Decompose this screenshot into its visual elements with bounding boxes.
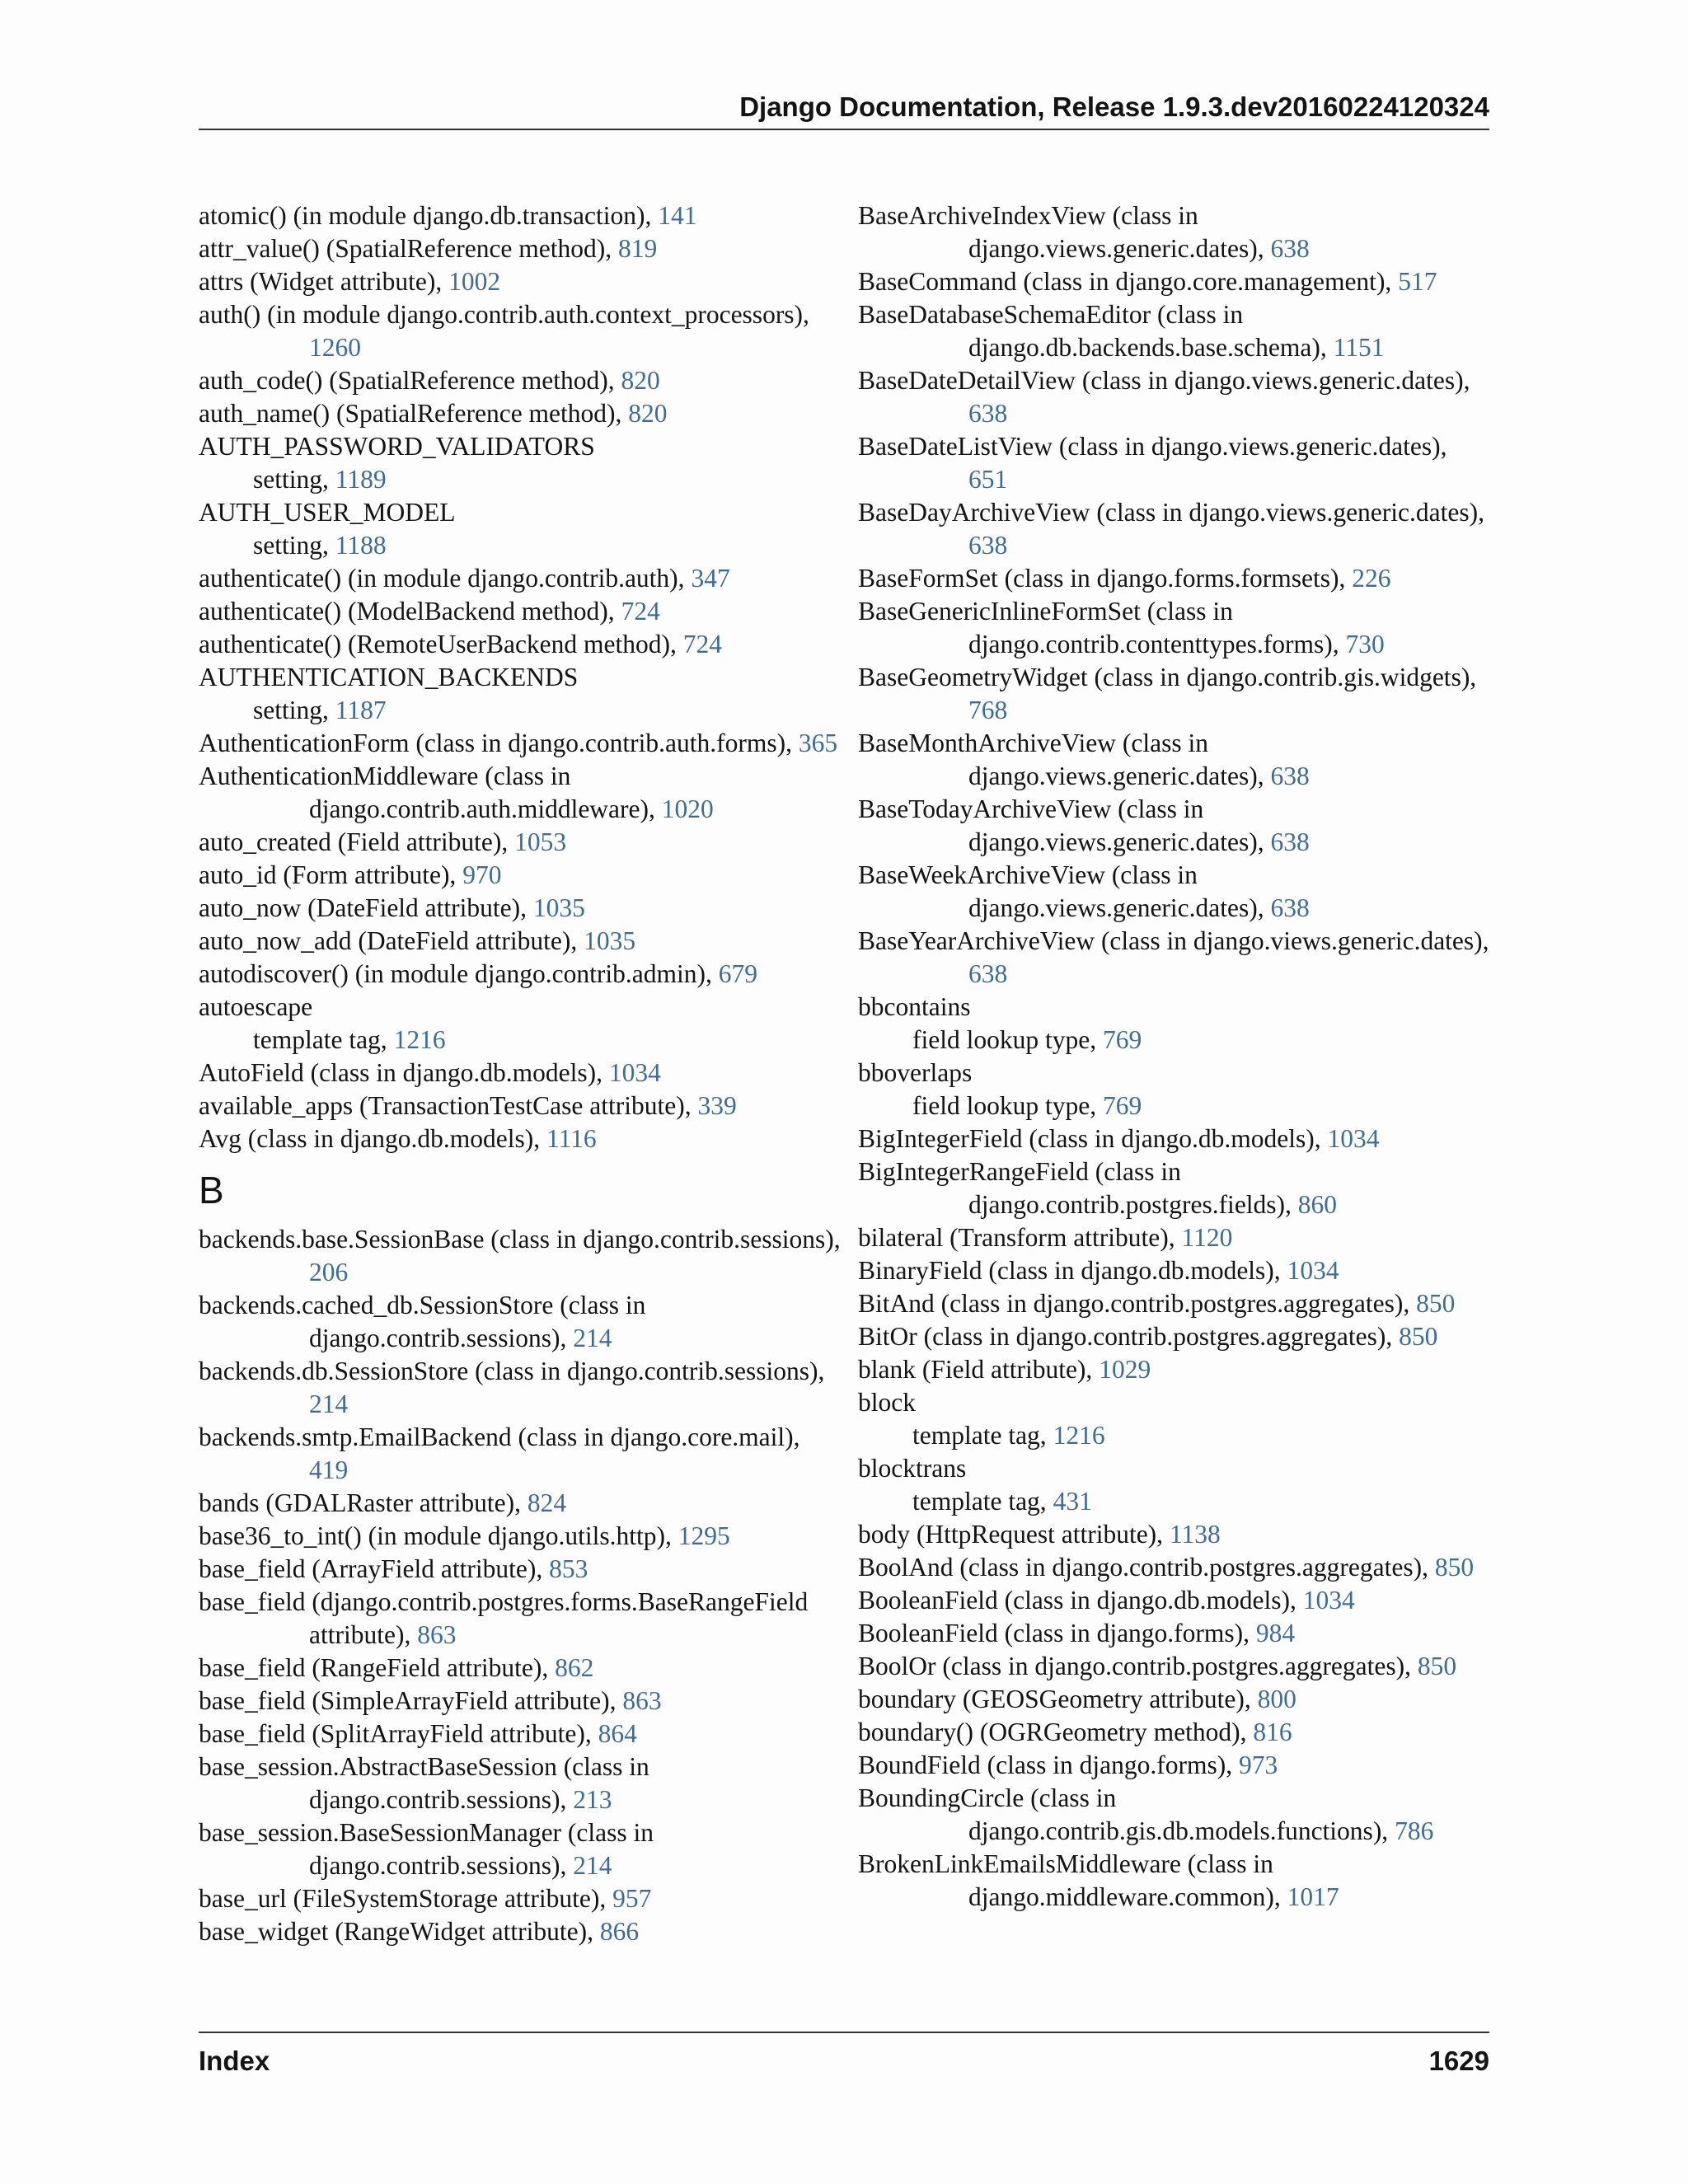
index-entry bbox=[199, 1421, 842, 1487]
index-term: base_url (FileSystemStorage attribute), bbox=[199, 1884, 613, 1913]
page-link[interactable]: 862 bbox=[555, 1653, 594, 1682]
index-term: base_widget (RangeWidget attribute), bbox=[199, 1917, 600, 1946]
index-term: body (HttpRequest attribute), bbox=[858, 1520, 1170, 1549]
index-entry bbox=[199, 199, 842, 232]
page-link[interactable]: 769 bbox=[1102, 1091, 1142, 1120]
page-link[interactable]: 638 bbox=[1270, 893, 1310, 922]
index-entry bbox=[858, 298, 1489, 364]
page-link[interactable]: 1188 bbox=[335, 531, 387, 560]
index-entry bbox=[199, 628, 842, 661]
index-entry bbox=[199, 496, 842, 529]
index-entry bbox=[199, 1816, 842, 1882]
index-entry bbox=[858, 1617, 1489, 1650]
index-term: backends.db.SessionStore (class in django.contrib.sessions), bbox=[199, 1357, 825, 1385]
index-subterm: template tag, bbox=[912, 1487, 1053, 1516]
page-link[interactable]: 1029 bbox=[1099, 1355, 1151, 1384]
index-term: auto_now_add (DateField attribute), bbox=[199, 926, 584, 955]
index-entry bbox=[199, 958, 842, 991]
index-term: BaseGeometryWidget (class in django.contrib.gis.widgets), bbox=[858, 663, 1477, 691]
index-subterm: template tag, bbox=[253, 1025, 394, 1054]
page-link[interactable]: 214 bbox=[309, 1390, 349, 1418]
index-term: BigIntegerRangeField (class in django.contrib.postgres.fields), bbox=[858, 1157, 1298, 1219]
index-entry bbox=[858, 595, 1489, 661]
page-link[interactable]: 365 bbox=[798, 729, 838, 757]
page-link[interactable]: 1138 bbox=[1169, 1520, 1221, 1549]
index-term: base_field (SplitArrayField attribute), bbox=[199, 1719, 598, 1748]
index-entry bbox=[858, 430, 1489, 496]
page-link[interactable]: 864 bbox=[598, 1719, 637, 1748]
index-term: AutoField (class in django.db.models), bbox=[199, 1058, 609, 1087]
index-entry bbox=[858, 1584, 1489, 1617]
page-link[interactable]: 850 bbox=[1417, 1652, 1457, 1680]
index-term: bboverlaps bbox=[858, 1058, 973, 1087]
index-term: authenticate() (ModelBackend method), bbox=[199, 597, 621, 626]
page-link[interactable]: 214 bbox=[573, 1851, 612, 1880]
index-term: BooleanField (class in django.db.models), bbox=[858, 1586, 1303, 1615]
index-term: bbcontains bbox=[858, 992, 971, 1021]
index-entry bbox=[858, 859, 1489, 925]
page-link[interactable]: 1216 bbox=[1053, 1421, 1105, 1450]
page-link[interactable]: 1295 bbox=[678, 1521, 730, 1550]
index-entry bbox=[858, 1353, 1489, 1386]
page-link[interactable]: 431 bbox=[1053, 1487, 1092, 1516]
index-entry bbox=[858, 496, 1489, 562]
page-link[interactable]: 820 bbox=[621, 366, 660, 395]
index-subentry bbox=[199, 1024, 842, 1057]
page-link[interactable]: 638 bbox=[1270, 762, 1310, 790]
index-term: base_session.BaseSessionManager (class in django.contrib.sessions), bbox=[199, 1818, 654, 1880]
index-term: backends.base.SessionBase (class in django.contrib.sessions), bbox=[199, 1225, 841, 1254]
index-entry bbox=[199, 1289, 842, 1355]
index-subterm: field lookup type, bbox=[912, 1091, 1103, 1120]
index-entry bbox=[199, 1750, 842, 1816]
index-subentry bbox=[199, 463, 842, 496]
index-entry bbox=[858, 727, 1489, 793]
index-entry bbox=[858, 1122, 1489, 1155]
index-entry bbox=[858, 1452, 1489, 1485]
index-subentry bbox=[858, 1485, 1489, 1518]
index-term: authenticate() (RemoteUserBackend method), bbox=[199, 630, 683, 658]
index-term: BaseWeekArchiveView (class in django.views.generic.dates), bbox=[858, 860, 1271, 922]
index-term: attr_value() (SpatialReference method), bbox=[199, 234, 619, 263]
index-term: base_field (SimpleArrayField attribute), bbox=[199, 1686, 623, 1715]
index-term: BaseCommand (class in django.core.management), bbox=[858, 267, 1399, 296]
index-term: base_field (ArrayField attribute), bbox=[199, 1554, 550, 1583]
index-subentry bbox=[858, 1090, 1489, 1122]
index-entry bbox=[199, 892, 842, 925]
page-link[interactable]: 768 bbox=[968, 696, 1008, 724]
index-term: block bbox=[858, 1388, 916, 1417]
index-entry bbox=[199, 1223, 842, 1289]
index-term: auto_id (Form attribute), bbox=[199, 860, 463, 889]
page-link[interactable]: 957 bbox=[612, 1884, 652, 1913]
page-link[interactable]: 850 bbox=[1416, 1289, 1456, 1318]
index-term: BrokenLinkEmailsMiddleware (class in django.middleware.common), bbox=[858, 1849, 1287, 1911]
index-entries-a bbox=[199, 199, 842, 1155]
index-term: auth_name() (SpatialReference method), bbox=[199, 399, 629, 428]
index-entry bbox=[199, 1122, 842, 1155]
page-link[interactable]: 824 bbox=[527, 1488, 567, 1517]
page-link[interactable]: 339 bbox=[697, 1091, 737, 1120]
index-entry bbox=[199, 991, 842, 1024]
page-link[interactable]: 214 bbox=[573, 1324, 612, 1352]
index-entry bbox=[199, 1090, 842, 1122]
page-link[interactable]: 860 bbox=[1297, 1190, 1338, 1219]
index-entries-right bbox=[858, 199, 1489, 1914]
page-link[interactable]: 820 bbox=[628, 399, 668, 428]
page-link[interactable]: 853 bbox=[549, 1554, 588, 1583]
index-entry bbox=[858, 1716, 1489, 1749]
section-letter-b: B bbox=[199, 1169, 224, 1212]
index-term: available_apps (TransactionTestCase attribute), bbox=[199, 1091, 698, 1120]
index-entry bbox=[858, 1386, 1489, 1419]
index-subentry bbox=[199, 694, 842, 727]
page-link[interactable]: 819 bbox=[618, 234, 658, 263]
index-entry bbox=[199, 298, 842, 364]
page-link[interactable]: 1035 bbox=[532, 893, 585, 922]
index-subterm: field lookup type, bbox=[912, 1025, 1103, 1054]
index-term: blank (Field attribute), bbox=[858, 1355, 1100, 1384]
index-term: BaseTodayArchiveView (class in django.views.generic.dates), bbox=[858, 794, 1271, 856]
page-link[interactable]: 1116 bbox=[546, 1124, 597, 1153]
index-entry bbox=[199, 232, 842, 265]
page-link[interactable]: 1120 bbox=[1181, 1223, 1233, 1252]
index-entry bbox=[199, 397, 842, 430]
index-term: atomic() (in module django.db.transaction), bbox=[199, 201, 659, 230]
index-entry bbox=[199, 859, 842, 892]
page-link[interactable]: 213 bbox=[573, 1785, 612, 1814]
page-link[interactable]: 419 bbox=[309, 1455, 349, 1484]
page-link[interactable]: 816 bbox=[1253, 1718, 1292, 1746]
page-link[interactable]: 638 bbox=[1270, 234, 1310, 263]
index-entry bbox=[199, 1553, 842, 1586]
index-term: BinaryField (class in django.db.models), bbox=[858, 1256, 1287, 1285]
page-link[interactable]: 800 bbox=[1257, 1685, 1296, 1713]
index-term: base_field (RangeField attribute), bbox=[199, 1653, 556, 1682]
index-entry bbox=[199, 562, 842, 595]
page-link[interactable]: 863 bbox=[417, 1620, 457, 1649]
index-term: BitAnd (class in django.contrib.postgres.aggregates), bbox=[858, 1289, 1417, 1318]
index-term: AuthenticationMiddleware (class in django.contrib.auth.middleware), bbox=[199, 762, 662, 823]
index-entry bbox=[199, 661, 842, 694]
page-link[interactable]: 850 bbox=[1399, 1322, 1438, 1351]
index-term: authenticate() (in module django.contrib.auth), bbox=[199, 564, 692, 593]
page-link[interactable]: 638 bbox=[968, 959, 1008, 988]
page-link[interactable]: 1189 bbox=[335, 465, 387, 494]
page-link[interactable]: 1002 bbox=[448, 267, 501, 296]
index-term: boundary() (OGRGeometry method), bbox=[858, 1718, 1254, 1746]
index-entry bbox=[858, 265, 1489, 298]
index-entry bbox=[199, 1882, 842, 1915]
index-entry bbox=[199, 760, 842, 826]
page-number: 1629 bbox=[1428, 2046, 1489, 2076]
index-entry bbox=[858, 1518, 1489, 1551]
index-term: BoolOr (class in django.contrib.postgres.aggregates), bbox=[858, 1652, 1418, 1680]
index-entry bbox=[858, 661, 1489, 727]
index-term: BaseGenericInlineFormSet (class in django.contrib.contenttypes.forms), bbox=[858, 597, 1346, 658]
index-entry bbox=[858, 1057, 1489, 1090]
page-link[interactable]: 638 bbox=[1270, 827, 1310, 856]
page-link[interactable]: 638 bbox=[968, 399, 1008, 428]
index-subterm: setting, bbox=[253, 465, 335, 494]
index-entry bbox=[199, 1487, 842, 1520]
page-link[interactable]: 769 bbox=[1102, 1025, 1142, 1054]
index-entry bbox=[199, 1652, 842, 1685]
index-entry bbox=[858, 364, 1489, 430]
page-link[interactable]: 724 bbox=[621, 597, 660, 626]
page-link[interactable]: 638 bbox=[968, 531, 1008, 560]
index-term: BoundingCircle (class in django.contrib.gis.db.models.functions), bbox=[858, 1783, 1395, 1845]
index-term: BoundField (class in django.forms), bbox=[858, 1750, 1239, 1779]
page-link[interactable]: 970 bbox=[462, 860, 502, 889]
index-entry bbox=[199, 925, 842, 958]
index-entry bbox=[199, 595, 842, 628]
page-link[interactable]: 724 bbox=[682, 630, 723, 658]
index-entry bbox=[199, 1355, 842, 1421]
index-term: BooleanField (class in django.forms), bbox=[858, 1619, 1256, 1647]
index-subterm: setting, bbox=[253, 696, 335, 724]
index-term: blocktrans bbox=[858, 1454, 967, 1483]
running-header bbox=[199, 89, 1489, 130]
page-link[interactable]: 1035 bbox=[584, 926, 636, 955]
page-link[interactable]: 1187 bbox=[335, 696, 387, 724]
page-link[interactable]: 1020 bbox=[661, 794, 714, 823]
index-term: autodiscover() (in module django.contrib.admin), bbox=[199, 959, 719, 988]
page-link[interactable]: 347 bbox=[691, 564, 730, 593]
page-link[interactable]: 984 bbox=[1255, 1619, 1296, 1647]
page-link[interactable]: 206 bbox=[309, 1258, 349, 1286]
index-term: base_field (django.contrib.postgres.forms.BaseRangeField attribute), bbox=[199, 1587, 809, 1649]
index-term: BoolAnd (class in django.contrib.postgres.aggregates), bbox=[858, 1553, 1435, 1582]
index-term: BaseFormSet (class in django.forms.formsets), bbox=[858, 564, 1353, 593]
index-entry bbox=[858, 1782, 1489, 1848]
index-term: AUTHENTICATION_BACKENDS bbox=[199, 663, 579, 691]
index-term: attrs (Widget attribute), bbox=[199, 267, 449, 296]
page-link[interactable]: 651 bbox=[968, 465, 1008, 494]
page-link[interactable]: 863 bbox=[622, 1686, 662, 1715]
index-term: BaseDayArchiveView (class in django.views.generic.dates), bbox=[858, 498, 1484, 527]
index-entry bbox=[199, 430, 842, 463]
index-entry bbox=[199, 1718, 842, 1750]
index-column-right bbox=[858, 199, 1489, 1914]
index-term: auto_created (Field attribute), bbox=[199, 827, 515, 856]
index-term: BaseDatabaseSchemaEditor (class in django.db.backends.base.schema), bbox=[858, 300, 1334, 362]
index-term: AUTH_PASSWORD_VALIDATORS bbox=[199, 432, 595, 461]
page-link[interactable]: 1151 bbox=[1333, 333, 1385, 362]
footer-section-label: Index bbox=[199, 2046, 270, 2076]
index-term: auth() (in module django.contrib.auth.context_processors), bbox=[199, 300, 809, 329]
index-entry bbox=[199, 1586, 842, 1652]
document-title: Django Documentation, Release 1.9.3.dev20160224120324 bbox=[739, 91, 1489, 122]
index-entry bbox=[858, 1155, 1489, 1221]
page-link[interactable]: 517 bbox=[1398, 267, 1437, 296]
index-entry bbox=[199, 1915, 842, 1948]
page-link[interactable]: 1034 bbox=[1327, 1124, 1380, 1153]
index-entry bbox=[858, 1320, 1489, 1353]
page-link[interactable]: 141 bbox=[658, 201, 697, 230]
index-entry bbox=[199, 265, 842, 298]
index-entry bbox=[858, 925, 1489, 991]
index-term: BaseDateDetailView (class in django.views.generic.dates), bbox=[858, 366, 1470, 395]
index-subentry bbox=[858, 1024, 1489, 1057]
index-entry bbox=[858, 793, 1489, 859]
index-entry bbox=[858, 1848, 1489, 1914]
index-term: bilateral (Transform attribute), bbox=[858, 1223, 1182, 1252]
index-entry bbox=[858, 1749, 1489, 1782]
index-term: AuthenticationForm (class in django.contrib.auth.forms), bbox=[199, 729, 799, 757]
page-link[interactable]: 850 bbox=[1434, 1553, 1475, 1582]
index-term: backends.smtp.EmailBackend (class in django.core.mail), bbox=[199, 1422, 800, 1451]
index-term: boundary (GEOSGeometry attribute), bbox=[858, 1685, 1258, 1713]
index-term: BaseDateListView (class in django.views.generic.dates), bbox=[858, 432, 1447, 461]
index-term: BitOr (class in django.contrib.postgres.aggregates), bbox=[858, 1322, 1400, 1351]
page-link[interactable]: 1053 bbox=[514, 827, 567, 856]
index-term: AUTH_USER_MODEL bbox=[199, 498, 456, 527]
page-link[interactable]: 226 bbox=[1352, 564, 1391, 593]
index-term: backends.cached_db.SessionStore (class in django.contrib.sessions), bbox=[199, 1291, 646, 1352]
index-entry bbox=[858, 1551, 1489, 1584]
index-subentry bbox=[858, 1419, 1489, 1452]
index-subterm: setting, bbox=[253, 531, 335, 560]
page-link[interactable]: 1034 bbox=[1287, 1256, 1339, 1285]
index-column-left bbox=[199, 199, 842, 1948]
index-entry bbox=[858, 1650, 1489, 1683]
index-entry bbox=[199, 826, 842, 859]
index-entry bbox=[858, 991, 1489, 1024]
index-subterm: template tag, bbox=[912, 1421, 1053, 1450]
index-entry bbox=[199, 1685, 842, 1718]
index-entry bbox=[199, 1057, 842, 1090]
index-term: base_session.AbstractBaseSession (class in django.contrib.sessions), bbox=[199, 1752, 649, 1814]
index-subentry bbox=[199, 529, 842, 562]
index-term: autoescape bbox=[199, 992, 313, 1021]
index-entries-b bbox=[199, 1223, 842, 1948]
index-term: BaseMonthArchiveView (class in django.views.generic.dates), bbox=[858, 729, 1271, 790]
index-term: auth_code() (SpatialReference method), bbox=[199, 366, 621, 395]
index-entry bbox=[858, 1287, 1489, 1320]
page-link[interactable]: 1260 bbox=[309, 333, 361, 362]
page-link[interactable]: 1034 bbox=[608, 1058, 661, 1087]
index-entry bbox=[199, 1520, 842, 1553]
page-link[interactable]: 866 bbox=[599, 1917, 640, 1946]
index-term: base36_to_int() (in module django.utils.http), bbox=[199, 1521, 678, 1550]
index-entry bbox=[199, 364, 842, 397]
index-term: BigIntegerField (class in django.db.models), bbox=[858, 1124, 1328, 1153]
index-entry bbox=[858, 1254, 1489, 1287]
index-entry bbox=[199, 727, 842, 760]
index-entry bbox=[858, 1221, 1489, 1254]
index-entry bbox=[858, 199, 1489, 265]
page-footer bbox=[199, 2032, 1489, 2079]
page-link[interactable]: 730 bbox=[1345, 630, 1385, 658]
page-link[interactable]: 1034 bbox=[1302, 1586, 1355, 1615]
index-term: BaseArchiveIndexView (class in django.views.generic.dates), bbox=[858, 201, 1271, 263]
page-link[interactable]: 786 bbox=[1395, 1816, 1434, 1845]
page-link[interactable]: 1216 bbox=[393, 1025, 446, 1054]
page-link[interactable]: 973 bbox=[1238, 1750, 1278, 1779]
page-link[interactable]: 1017 bbox=[1287, 1882, 1339, 1911]
index-term: Avg (class in django.db.models), bbox=[199, 1124, 546, 1153]
index-term: auto_now (DateField attribute), bbox=[199, 893, 533, 922]
index-entry bbox=[858, 562, 1489, 595]
index-term: BaseYearArchiveView (class in django.views.generic.dates), bbox=[858, 926, 1489, 955]
index-entry bbox=[858, 1683, 1489, 1716]
index-term: bands (GDALRaster attribute), bbox=[199, 1488, 528, 1517]
page-link[interactable]: 679 bbox=[718, 959, 757, 988]
